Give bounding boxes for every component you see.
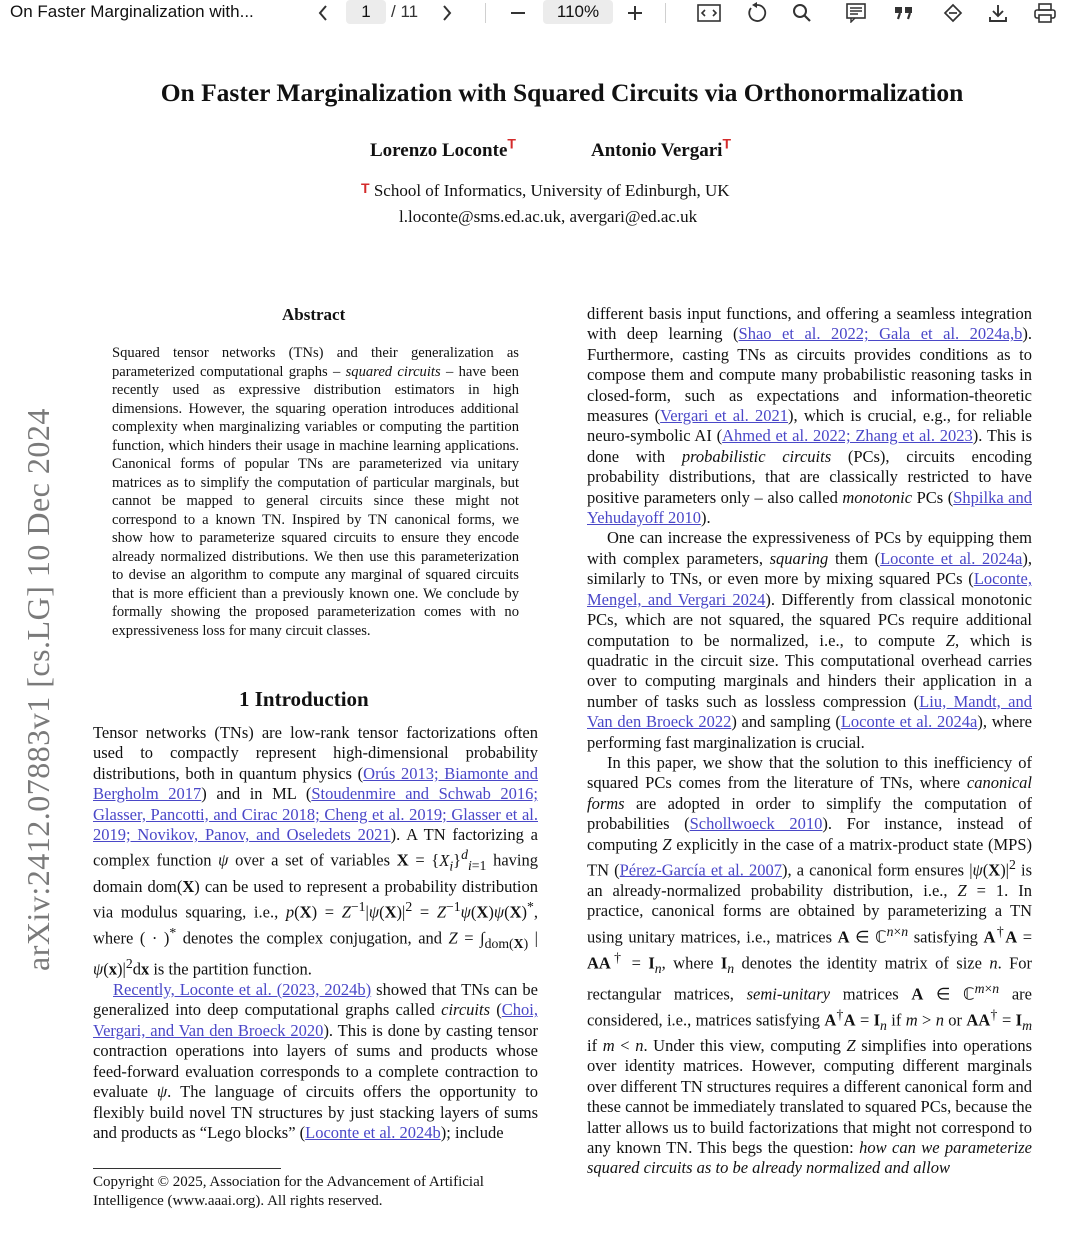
next-page-button[interactable]: [434, 0, 460, 26]
page-number-input[interactable]: 1: [346, 0, 386, 24]
rotate-button[interactable]: [743, 0, 771, 26]
introduction-right-column: different basis input functions, and offering a seamless integration with deep learning (Shao et al. 2022; Gala et al. 2024a,b). Furthermore, casting TNs as circuits provides conditions as to compose them and compute many probabilistic reasoning tasks in closed-form, such as expectations and information-theoretic measures (Vergari et al. 2021), which is crucial, e.g., for reliable neuro-symbolic AI (Ahmed et al. 2022; Zhang et al. 2023). This is done with probabilistic circuits (PCs), circuits encoding probability distributions, that are classically restricted to have positive parameters only – also called monotonic PCs (Shpilka and Yehudayoff 2010). One can increase the expressiveness of PCs by equipping them with complex parameters, squaring them (Loconte et al. 2024a), similarly to TNs, or even more by mixing squared PCs (Loconte, Mengel, and Vergari 2024). Differently from classical monotonic PCs, which are not squared, the squared PCs require additional computation to be normalized, i.e., to compute Z, which is quadratic in the circuit size. This computational overhead carries over to computing marginals and hinders their application in a number of tasks such as lossless compression (Liu, Mandt, and Van den Broeck 2022) and sampling (Loconte et al. 2024a), where performing fast marginalization is crucial. In this paper, we show that the solution to this inefficiency of squared PCs comes from the literature of TNs, where canonical forms are adopted in order to simplify the computation of probabilities (Schollwoeck 2010). For instance, instead of computing Z explicitly in the case of a matrix-product state (MPS) TN (Pérez-García et al. 2007), a canonical form ensures $|\psi(X)|^2$ is an already-normalized probability distribution, i.e., Z = 1. In practice, canonical forms are obtained by parameterizing a TN using unitary matrices, i.e., matrices A ∈ ℂ$^{n\times n}$ satisfying $A^\dagger A = AA^\dagger = I_n$, where $I_n$ denotes the identity matrix of size n. For rectangular matrices, semi-unitary matrices A ∈ ℂ$^{m\times n}$ are considered, i.e., matrices satisfying $A^\dagger A = I_n$ if m > n or $AA^\dagger = I_m$ if m < n. Under this view, computing Z simplifies into operations over identity matrices. However, computing different marginals over different TN structures requires a different canonical form and these cannot be immediately translated to squared PCs, because the latter allows us to build factorizations that might not correspond to any known TN. This begs the question: how can we parameterize squared circuits as to be already normalized and allow: [587, 304, 1033, 1178]
quote-icon: [894, 5, 914, 21]
author-1: [370, 135, 516, 162]
pdf-page: [0, 26, 1079, 1244]
section-heading-introduction: 1 Introduction: [239, 687, 369, 711]
copyright-notice: Copyright © 2025, Association for the Advancement of Artificial Intelligence (www.aaai.org). All rights reserved.: [93, 1174, 484, 1209]
toolbar-divider: [665, 3, 666, 23]
plus-icon: [626, 4, 644, 22]
affiliation: [361, 181, 730, 201]
affiliation-mark: T: [507, 135, 516, 152]
zoom-out-button[interactable]: [505, 0, 531, 26]
author-emails: l.loconte@sms.ed.ac.uk, avergari@ed.ac.uk: [399, 207, 698, 226]
zoom-level[interactable]: 110%: [543, 0, 613, 24]
comment-icon: [845, 3, 867, 23]
highlight-icon: [943, 3, 963, 23]
citation-link[interactable]: Recently, Loconte et al. (2023, 2024b): [113, 980, 372, 1000]
rotate-icon: [746, 2, 768, 24]
zoom-in-button[interactable]: [622, 0, 648, 26]
author-1-name: Lorenzo Loconte: [370, 140, 508, 161]
citation-link[interactable]: Ahmed et al. 2022; Zhang et al. 2023: [722, 426, 973, 446]
author-2-name: Antonio Vergari: [591, 140, 723, 161]
citation-link[interactable]: Loconte et al. 2024b: [305, 1122, 441, 1142]
abstract-text: Squared tensor networks (TNs) and their generalization as parameterized computational graphs – squared circuits – have been recently used as expressive distribution estimators in high dimensions. However, the squaring operation introduces additional complexity when marginalizing variables or computing the partition function, which hinders their usage in machine learning applications. Canonical forms of popular TNs are parameterized via unitary matrices as to simplify the computation of particular marginals, but cannot be mapped to general circuits since these might not correspond to a known TN. Inspired by TN canonical forms, we show how to parameterize squared circuits to ensure they encode already normalized distributions. We then use this parameterization to devise an algorithm to compute any marginal of squared circuits that is more efficient than a previously known one. We conclude by formally showing the proposed parameterization comes with no expressiveness loss for many circuit classes.: [112, 345, 519, 639]
citation-link[interactable]: Shpilka and Yehudayoff 2010: [587, 487, 1032, 528]
introduction-left-column: Tensor networks (TNs) are low-rank tensor factorizations often used to compactly represent high-dimensional probability distributions, both in quantum physics (Orús 2013; Biamonte and Bergholm 2017) and in ML (Stoudenmire and Schwab 2016; Glasser, Pancotti, and Cirac 2018; Cheng et al. 2019; Glasser et al. 2019; Novikov, Panov, and Oseledets 2021). A TN factorizing a complex function ψ over a set of variables $X = \{X_i\}^d_{i=1}$ having domain dom(X) can be used to represent a probability distribution via modulus squaring, i.e., $p(X) = Z^{-1}|\psi(X)|^2 = Z^{-1}\psi(X)\psi(X)^*$, where ( · )* denotes the complex conjugation, and $Z = \int_{dom(X)}$ $|\psi(x)|^2dx$ is the partition function. Recently, Loconte et al. (2023, 2024b) showed that TNs can be generalized into deep computational graphs called circuits (Choi, Vergari, and Van den Broeck 2020). This is done by casting tensor contraction operations into layers of sums and products whose feed-forward evaluation corresponds to a complete contraction to evaluate ψ. The language of circuits offers the opportunity to flexibly build novel TN structures by just stacking layers of sums and products as “Lego blocks” (Loconte et al. 2024b); include: [93, 723, 539, 1142]
search-button[interactable]: [789, 0, 815, 26]
search-icon: [792, 3, 812, 23]
citation-link[interactable]: Schollwoeck 2010: [689, 814, 823, 834]
citation-link[interactable]: Orús 2013; Biamonte and Bergholm 2017: [93, 763, 538, 804]
annotate-button[interactable]: [843, 0, 869, 26]
download-button[interactable]: [985, 0, 1011, 26]
chevron-left-icon: [317, 4, 329, 22]
quote-button[interactable]: [891, 0, 917, 26]
citation-link[interactable]: Loconte, Mengel, and Vergari 2024: [587, 569, 1032, 609]
affiliation-mark: T: [722, 135, 731, 152]
affiliation-mark: T: [361, 180, 370, 196]
citation-link[interactable]: Loconte et al. 2024a: [840, 712, 978, 732]
citation-link[interactable]: Liu, Mandt, and Van den Broeck 2022: [587, 691, 1032, 732]
arxiv-watermark: arXiv:2412.07883v1 [cs.LG] 10 Dec 2024: [20, 408, 56, 971]
fit-to-page-icon: [697, 4, 721, 22]
toolbar-divider: [485, 3, 486, 23]
pdf-toolbar: [0, 0, 1079, 26]
previous-page-button[interactable]: [310, 0, 336, 26]
download-icon: [988, 3, 1008, 23]
fit-page-button[interactable]: [695, 0, 723, 26]
highlight-button[interactable]: [940, 0, 966, 26]
document-title: On Faster Marginalization with...: [10, 2, 254, 21]
citation-link[interactable]: Loconte et al. 2024a: [880, 548, 1023, 568]
author-2: [591, 135, 731, 162]
print-icon: [1034, 3, 1056, 23]
affiliation-text: School of Informatics, University of Edinburgh, UK: [373, 181, 730, 200]
footnote-rule: [93, 1168, 281, 1169]
page-total: / 11: [391, 2, 419, 21]
citation-link[interactable]: Vergari et al. 2021: [660, 406, 789, 426]
print-button[interactable]: [1031, 0, 1059, 26]
citation-link[interactable]: Pérez-García et al. 2007: [619, 860, 782, 880]
citation-link[interactable]: Shao et al. 2022; Gala et al. 2024a,b: [738, 324, 1023, 344]
chevron-right-icon: [441, 4, 453, 22]
abstract-heading: Abstract: [282, 305, 346, 324]
citation-link[interactable]: Stoudenmire and Schwab 2016; Glasser, Pancotti, and Cirac 2018; Cheng et al. 2019; Glasser et al. 2019; Novikov, Panov, and Oseledets 2021: [93, 784, 538, 845]
citation-link[interactable]: Choi, Vergari, and Van den Broeck 2020: [93, 1000, 538, 1040]
paper-title: On Faster Marginalization with Squared Circuits via Orthonormalization: [160, 78, 964, 107]
minus-icon: [509, 4, 527, 22]
